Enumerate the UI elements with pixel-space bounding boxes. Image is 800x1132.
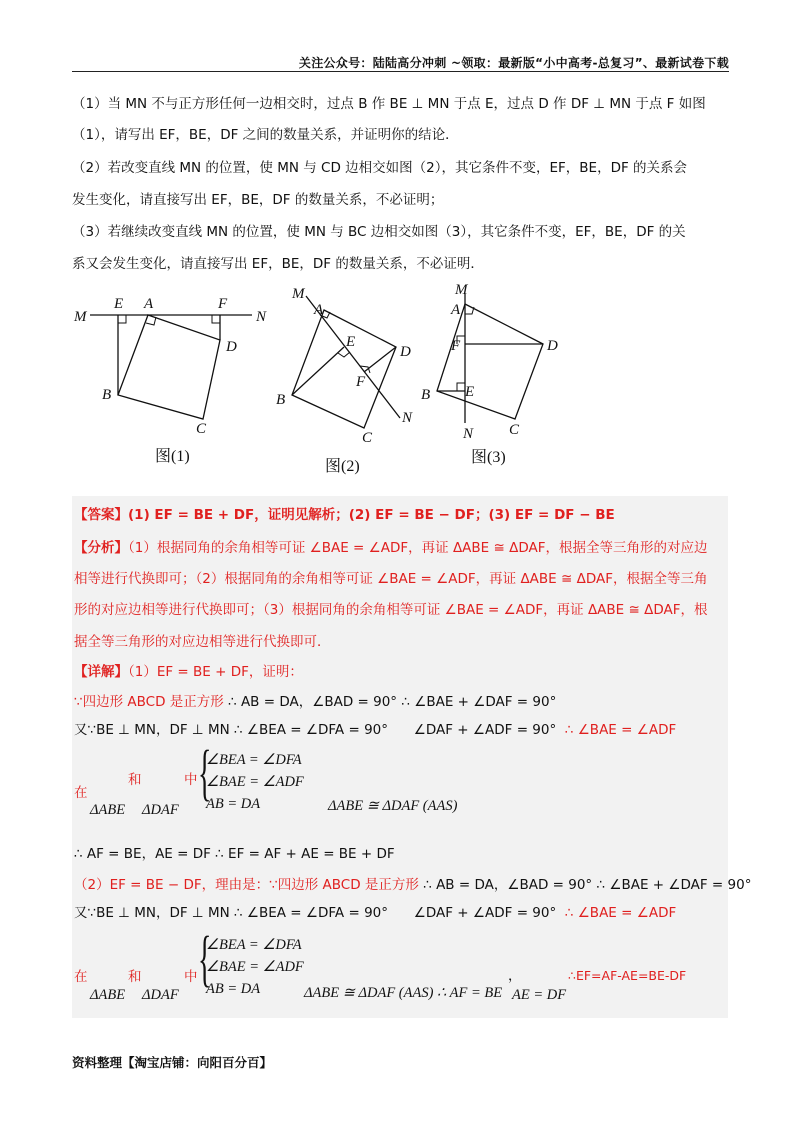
figure-3: [415, 278, 575, 443]
detail-s1-sum: ∠DAF + ∠ADF = 90°: [413, 722, 557, 738]
analysis-line1: [74, 538, 708, 558]
detail-s2-brace: {: [198, 925, 212, 993]
detail-s1-square: ∵四边形 ABCD 是正方形: [74, 694, 224, 710]
detail-s2-perp: 又∵BE ⊥ MN，DF ⊥ MN ∴ ∠BEA = ∠DFA = 90°: [74, 905, 388, 921]
fig3-label-c: C: [509, 422, 520, 438]
answer-line: [74, 505, 615, 525]
detail-s2-ae-df: AE = DF: [512, 987, 567, 1003]
fig2-label-a: A: [314, 302, 324, 318]
page-footer: 资料整理【淘宝店铺：向阳百分百】: [72, 1055, 273, 1070]
detail-s2-sum: ∠DAF + ∠ADF = 90°: [413, 905, 557, 921]
detail-s1-brace: {: [198, 739, 212, 807]
analysis-label: 【分析】: [74, 540, 128, 556]
detail-s2-ab-da: ∴ AB = DA，∠BAD = 90° ∴ ∠BAE + ∠DAF = 90°: [423, 877, 752, 893]
fig2-label-b: B: [276, 392, 286, 408]
fig3-label-b: B: [421, 387, 431, 403]
question-part3-line2: 系又会发生变化，请直接写出 EF，BE，DF 的数量关系，不必证明．: [72, 256, 484, 272]
fig2-label-f: F: [356, 374, 366, 390]
detail-s1-line2: [74, 720, 676, 740]
detail-s1-conclusion: ΔABE ≅ ΔDAF (AAS): [328, 798, 458, 814]
fig1-label-n: N: [256, 309, 267, 325]
detail-s2-zhong: 中: [184, 969, 198, 985]
analysis-line3: 形的对应边相等进行代换即可；（3）根据同角的余角相等可证 ∠BAE = ∠ADF，再证 ΔABE ≅ ΔDAF，根: [74, 602, 708, 618]
detail-s2-cond1: ∠BEA = ∠DFA: [206, 937, 302, 953]
fig2-label-n: N: [402, 410, 413, 426]
question-part1-line1: （1）当 MN 不与正方形任何一边相交时，过点 B 作 BE ⊥ MN 于点 E，过点 D 作 DF ⊥ MN 于点 F 如图: [72, 96, 706, 112]
fig3-label-f: F: [451, 338, 461, 354]
question-part3-line1: （3）若继续改变直线 MN 的位置，使 MN 与 BC 边相交如图（3），其它条件不变，EF，BE，DF 的关: [72, 224, 686, 240]
analysis-text1: （1）根据同角的余角相等可证 ∠BAE = ∠ADF，再证 ΔABE ≅ ΔDAF，根据全等三角形的对应边: [128, 540, 708, 556]
detail-s1-cond2: ∠BAE = ∠ADF: [206, 774, 304, 790]
figure-1: [70, 288, 280, 437]
fig2-label-m: M: [292, 286, 305, 302]
answer-label: 【答案】: [74, 507, 128, 523]
fig2-label-e: E: [346, 334, 356, 350]
fig1-label-c: C: [196, 421, 207, 437]
figure-2: [268, 282, 431, 452]
detail-s2-he: 和: [128, 969, 142, 985]
fig1-label-b: B: [102, 387, 112, 403]
fig3-label-a: A: [451, 302, 461, 318]
fig3-label-e: E: [465, 384, 475, 400]
detail-s2-conclusion: ΔABE ≅ ΔDAF (AAS) ∴ AF = BE: [304, 985, 503, 1001]
detail-s2-zai: 在: [74, 969, 88, 985]
question-part2-line2: 发生变化，请直接写出 EF，BE，DF 的数量关系，不必证明；: [72, 192, 444, 208]
detail-s2-tri-daf: ΔDAF: [142, 987, 179, 1003]
header-divider: [72, 71, 729, 72]
figure-3-caption: 图(3): [471, 449, 506, 466]
detail-s2-head: [74, 875, 751, 895]
fig1-label-f: F: [218, 296, 228, 312]
detail-s2-line2: [74, 903, 676, 923]
detail-s1-zai: 在: [74, 785, 88, 801]
detail-s2-cond3: AB = DA: [206, 981, 261, 997]
fig3-label-d: D: [547, 338, 558, 354]
detail-s2-cond2: ∠BAE = ∠ADF: [206, 959, 304, 975]
fig1-label-m: M: [74, 309, 87, 325]
answer-text: (1) EF = BE + DF，证明见解析；(2) EF = BE − DF；(3) EF = DF − BE: [128, 507, 615, 523]
question-part1-line2: （1），请写出 EF，BE，DF 之间的数量关系，并证明你的结论．: [72, 127, 459, 143]
fig3-label-n: N: [463, 426, 474, 442]
detail-s1-tri-abe: ΔABE: [90, 802, 126, 818]
page-header: 关注公众号：陆陆高分冲刺 ~领取：最新版“小中高考-总复习”、最新试卷下载: [298, 56, 729, 70]
detail-s2-head-text: （2）EF = BE − DF，理由是：∵四边形 ABCD 是正方形: [74, 877, 419, 893]
fig1-label-e: E: [114, 296, 124, 312]
detail-s1-final: ∴ AF = BE，AE = DF ∴ EF = AF + AE = BE + DF: [74, 846, 395, 862]
detail-s1-zhong: 中: [184, 772, 198, 788]
detail-s2-angle-eq: ∴ ∠BAE = ∠ADF: [564, 905, 677, 921]
detail-s1-line1: [74, 692, 556, 712]
analysis-line2: 相等进行代换即可；（2）根据同角的余角相等可证 ∠BAE = ∠ADF，再证 ΔABE ≅ ΔDAF，根据全等三角: [74, 571, 708, 587]
detail-s1-ab-da: ∴ AB = DA，∠BAD = 90° ∴ ∠BAE + ∠DAF = 90°: [228, 694, 557, 710]
detail-s2-final: ∴EF=AF-AE=BE-DF: [568, 968, 687, 983]
fig2-label-c: C: [362, 430, 373, 446]
analysis-line4: 据全等三角形的对应边相等进行代换即可．: [74, 634, 331, 650]
detail-s1-angle-eq: ∴ ∠BAE = ∠ADF: [564, 722, 677, 738]
detail-s2-comma: ，: [508, 968, 522, 984]
detail-s1-cond1: ∠BEA = ∠DFA: [206, 752, 302, 768]
fig1-label-a: A: [144, 296, 154, 312]
figure-1-caption: 图(1): [155, 448, 190, 465]
detail-label: 【详解】: [74, 664, 128, 680]
detail-s1-tri-daf: ΔDAF: [142, 802, 179, 818]
fig3-label-m: M: [455, 282, 468, 298]
detail-s1-perp: 又∵BE ⊥ MN，DF ⊥ MN ∴ ∠BEA = ∠DFA = 90°: [74, 722, 388, 738]
fig1-label-d: D: [226, 339, 237, 355]
question-part2-line1: （2）若改变直线 MN 的位置，使 MN 与 CD 边相交如图（2），其它条件不变，EF，BE，DF 的关系会: [72, 160, 688, 176]
detail-head-line: [74, 662, 303, 682]
figure-2-caption: 图(2): [325, 458, 360, 475]
detail-s1-he: 和: [128, 772, 142, 788]
detail-s1-cond3: AB = DA: [206, 796, 261, 812]
detail-s1-head: （1）EF = BE + DF，证明：: [128, 664, 303, 680]
detail-s2-tri-abe: ΔABE: [90, 987, 126, 1003]
fig2-label-d: D: [400, 344, 411, 360]
